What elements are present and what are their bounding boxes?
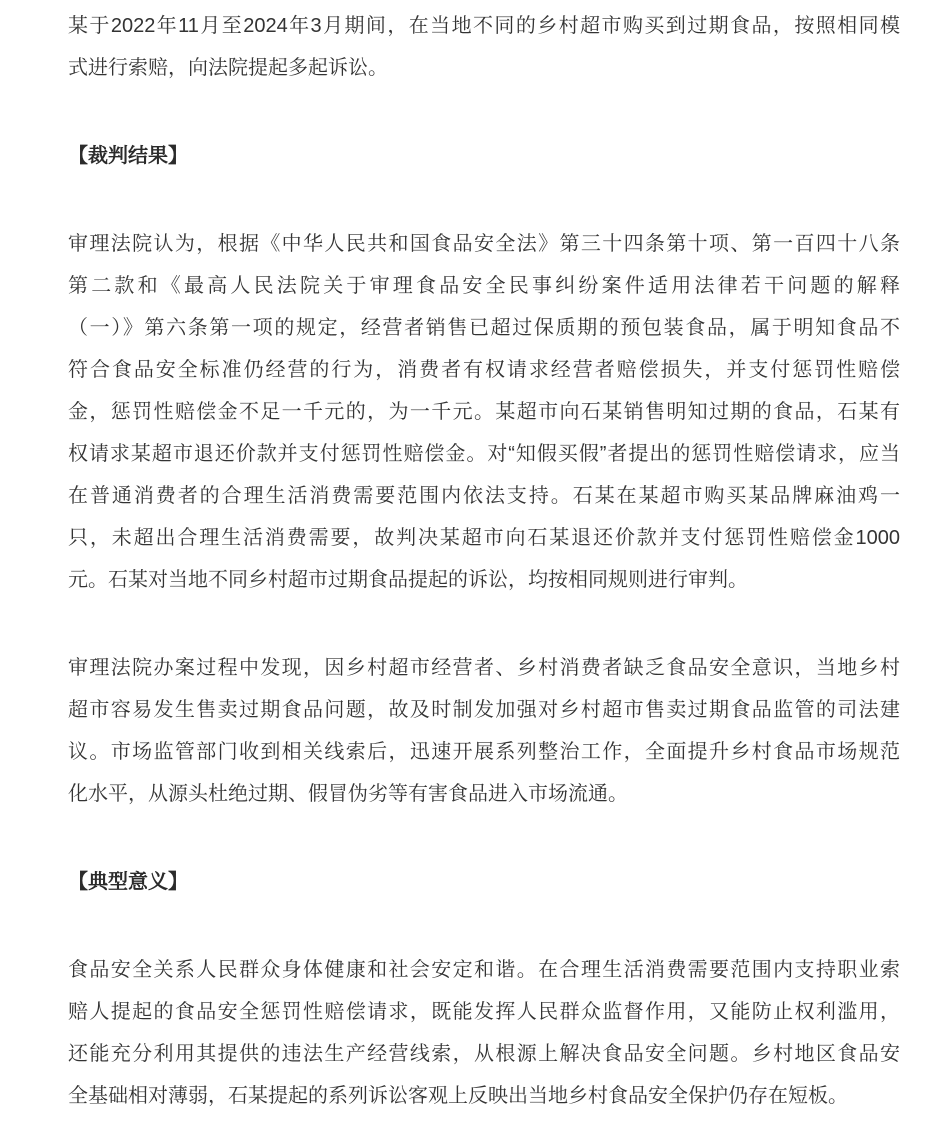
typical-significance-heading: 【典型意义】	[68, 871, 188, 893]
typical-significance-paragraph	[68, 949, 900, 1117]
text-line: 议。市场监管部门收到相关线索后，迅速开展系列整治工作，全面提升乡村食品市场规范	[68, 741, 900, 763]
text-line: 超市容易发生售卖过期食品问题，故及时制发加强对乡村超市售卖过期食品监管的司法建	[68, 699, 900, 721]
text-line: 元。石某对当地不同乡村超市过期食品提起的诉讼，均按相同规则进行审判。	[68, 569, 748, 591]
text-line: 金，惩罚性赔偿金不足一千元的，为一千元。某超市向石某销售明知过期的食品，石某有	[68, 401, 900, 423]
text-line: 审理法院办案过程中发现，因乡村超市经营者、乡村消费者缺乏食品安全意识，当地乡村	[68, 657, 900, 679]
text-line: 第二款和《最高人民法院关于审理食品安全民事纠纷案件适用法律若干问题的解释	[68, 275, 900, 297]
text-line: 某于2022年11月至2024年3月期间，在当地不同的乡村超市购买到过期食品，按照相同模	[68, 15, 900, 37]
text-line: 只，未超出合理生活消费需要，故判决某超市向石某退还价款并支付惩罚性赔偿金1000	[68, 527, 900, 549]
text-line: 还能充分利用其提供的违法生产经营线索，从根源上解决食品安全问题。乡村地区食品安	[68, 1043, 900, 1065]
text-line: 全基础相对薄弱，石某提起的系列诉讼客观上反映出当地乡村食品安全保护仍存在短板。	[68, 1085, 848, 1107]
text-line: 化水平，从源头杜绝过期、假冒伪劣等有害食品进入市场流通。	[68, 783, 628, 805]
text-line: 符合食品安全标准仍经营的行为，消费者有权请求经营者赔偿损失，并支付惩罚性赔偿	[68, 359, 900, 381]
text-line: （一）》第六条第一项的规定，经营者销售已超过保质期的预包装食品，属于明知食品不	[68, 317, 900, 339]
text-line: 权请求某超市退还价款并支付惩罚性赔偿金。对“知假买假”者提出的惩罚性赔偿请求，应当	[68, 443, 900, 465]
judicial-suggestion-paragraph	[68, 647, 900, 815]
text-line: 审理法院认为，根据《中华人民共和国食品安全法》第三十四条第十项、第一百四十八条	[68, 233, 900, 255]
text-line: 食品安全关系人民群众身体健康和社会安定和谐。在合理生活消费需要范围内支持职业索	[68, 959, 900, 981]
text-line: 赔人提起的食品安全惩罚性赔偿请求，既能发挥人民群众监督作用，又能防止权利滥用，	[68, 1001, 900, 1023]
text-line: 在普通消费者的合理生活消费需要范围内依法支持。石某在某超市购买某品牌麻油鸡一	[68, 485, 900, 507]
judgment-result-paragraph	[68, 223, 900, 601]
intro-paragraph-continuation	[68, 5, 900, 89]
text-line: 式进行索赔，向法院提起多起诉讼。	[68, 57, 388, 79]
judgment-result-heading: 【裁判结果】	[68, 145, 188, 167]
